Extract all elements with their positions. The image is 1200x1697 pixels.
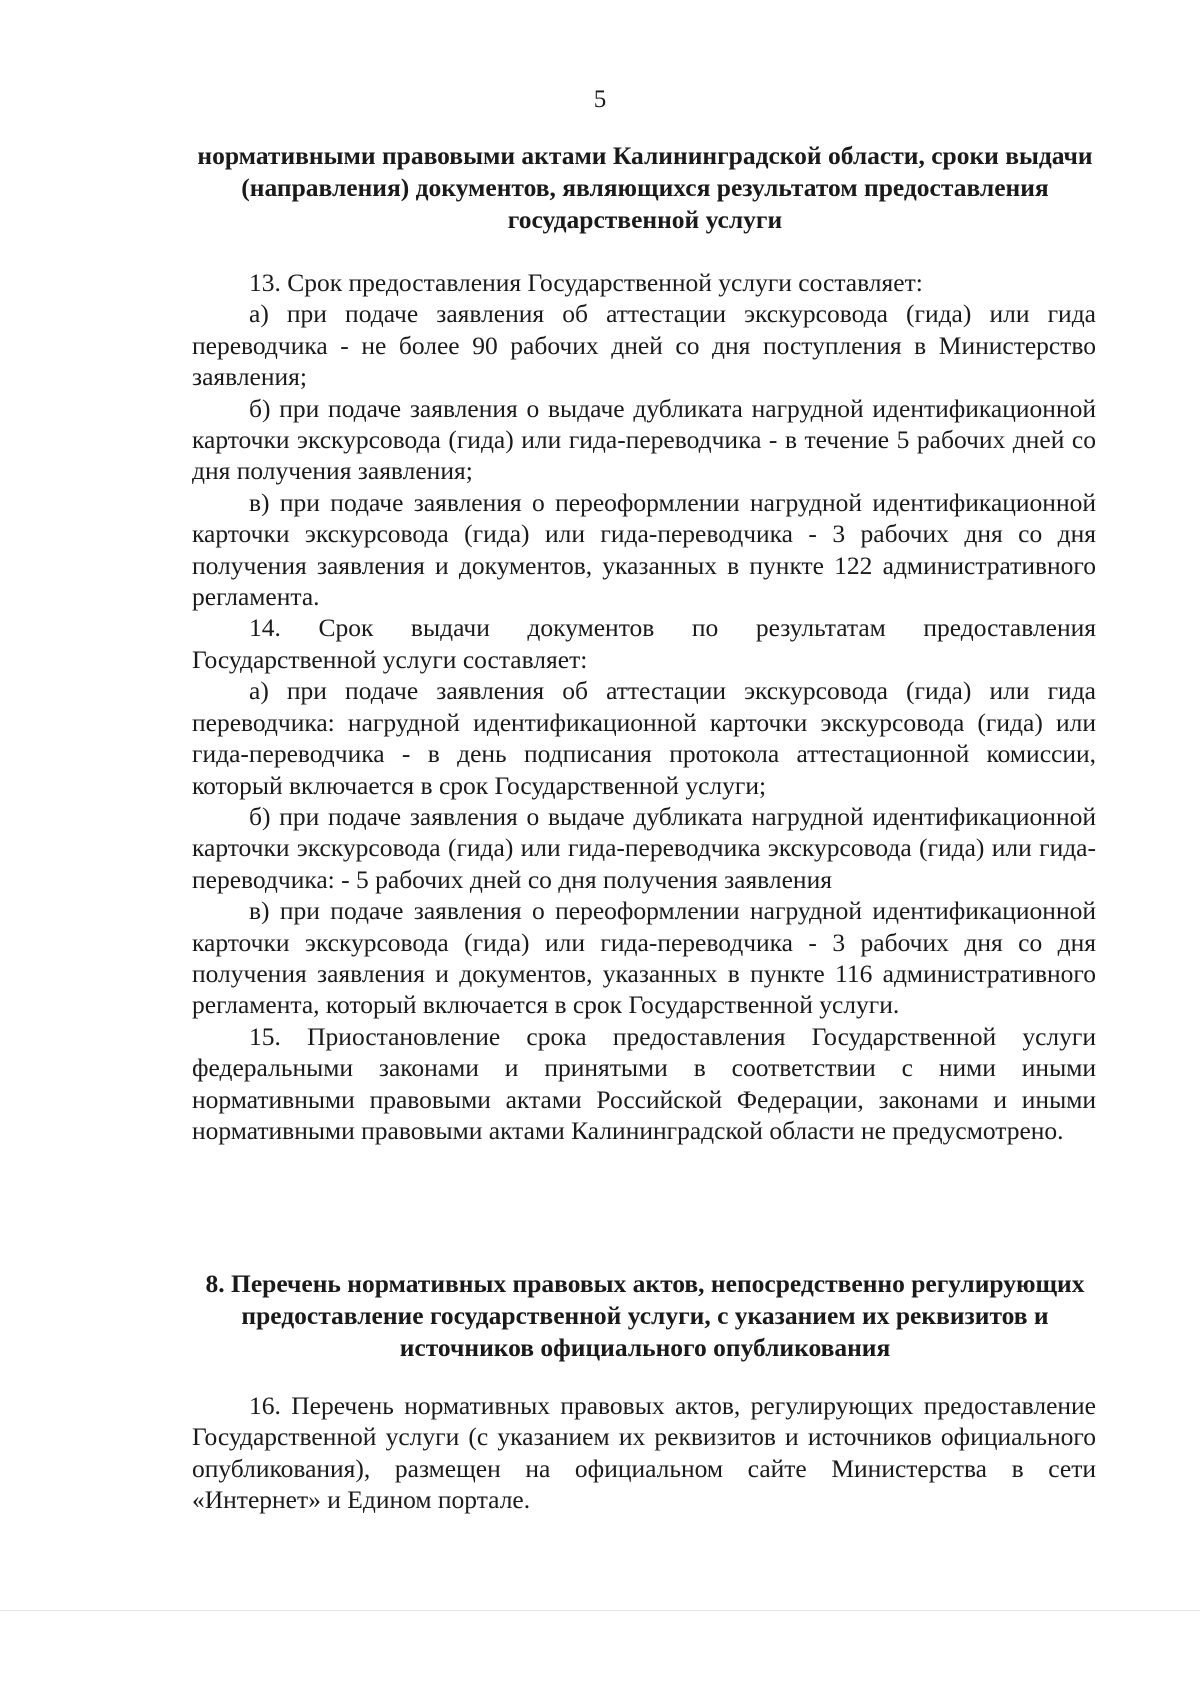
paragraph-13a: а) при подаче заявления об аттестации экскурсовода (гида) или гида переводчика - не более 90 рабочих дней со дня поступления в Министерство заявления; (192, 299, 1096, 392)
paragraph-13: 13. Срок предоставления Государственной услуги составляет: (249, 268, 923, 297)
paragraph-14a: а) при подаче заявления об аттестации экскурсовода (гида) или гида переводчика: нагрудной идентификационной карточки экскурсовода (гида) или гида-переводчика - в день подписания протокола аттестационной комиссии, который включается в срок Государственной услуги; (192, 676, 1096, 800)
paragraph-13b: б) при подаче заявления о выдаче дубликата нагрудной идентификационной карточки экскурсовода (гида) или гида-переводчика - в течение 5 рабочих дней со дня получения заявления; (192, 393, 1096, 486)
section-heading-continued: нормативными правовыми актами Калининградской области, сроки выдачи (направления) документов, являющихся результатом предоставления государственной услуги (197, 141, 1093, 234)
scan-edge-line (0, 1610, 1200, 1611)
page-number: 5 (593, 86, 607, 113)
paragraph-15: 15. Приостановление срока предоставления Государственной услуги федеральными законами и принятыми в соответствии с ними иными нормативными правовыми актами Российской Федерации, законами и иными нормативными правовыми актами Калининградской области не предусмотрено. (192, 1021, 1096, 1145)
section-8-heading: 8. Перечень нормативных правовых актов, непосредственно регулирующих предоставление государственной услуги, с указанием их реквизитов и источников официального опубликования (205, 1269, 1085, 1362)
paragraph-13v: в) при подаче заявления о переоформлении нагрудной идентификационной карточки экскурсовода (гида) или гида-переводчика - 3 рабочих дня со дня получения заявления и документов, указанных в пункте 122 административного регламента. (192, 487, 1096, 612)
body-text-top (192, 267, 1096, 1146)
paragraph-14b: б) при подаче заявления о выдаче дубликата нагрудной идентификационной карточки экскурсовода (гида) или гида-переводчика экскурсовода (гида) или гида-переводчика: - 5 рабочих дней со дня получения заявления (192, 801, 1096, 894)
paragraph-16: 16. Перечень нормативных правовых актов, регулирующих предоставление Государственной услуги (с указанием их реквизитов и источников официального опубликования), размещен на официальном сайте Министерства в сети «Интернет» и Едином портале. (192, 1391, 1096, 1515)
paragraph-14: 14. Срок выдачи документов по результатам предоставления Государственной услуги составляет: (192, 613, 1096, 674)
body-text-bottom (192, 1390, 1096, 1516)
paragraph-14v: в) при подаче заявления о переоформлении нагрудной идентификационной карточки экскурсовода (гида) или гида-переводчика - 3 рабочих дня со дня получения заявления и документов, указанных в пункте 116 административного регламента, который включается в срок Государственной услуги. (192, 896, 1096, 1020)
